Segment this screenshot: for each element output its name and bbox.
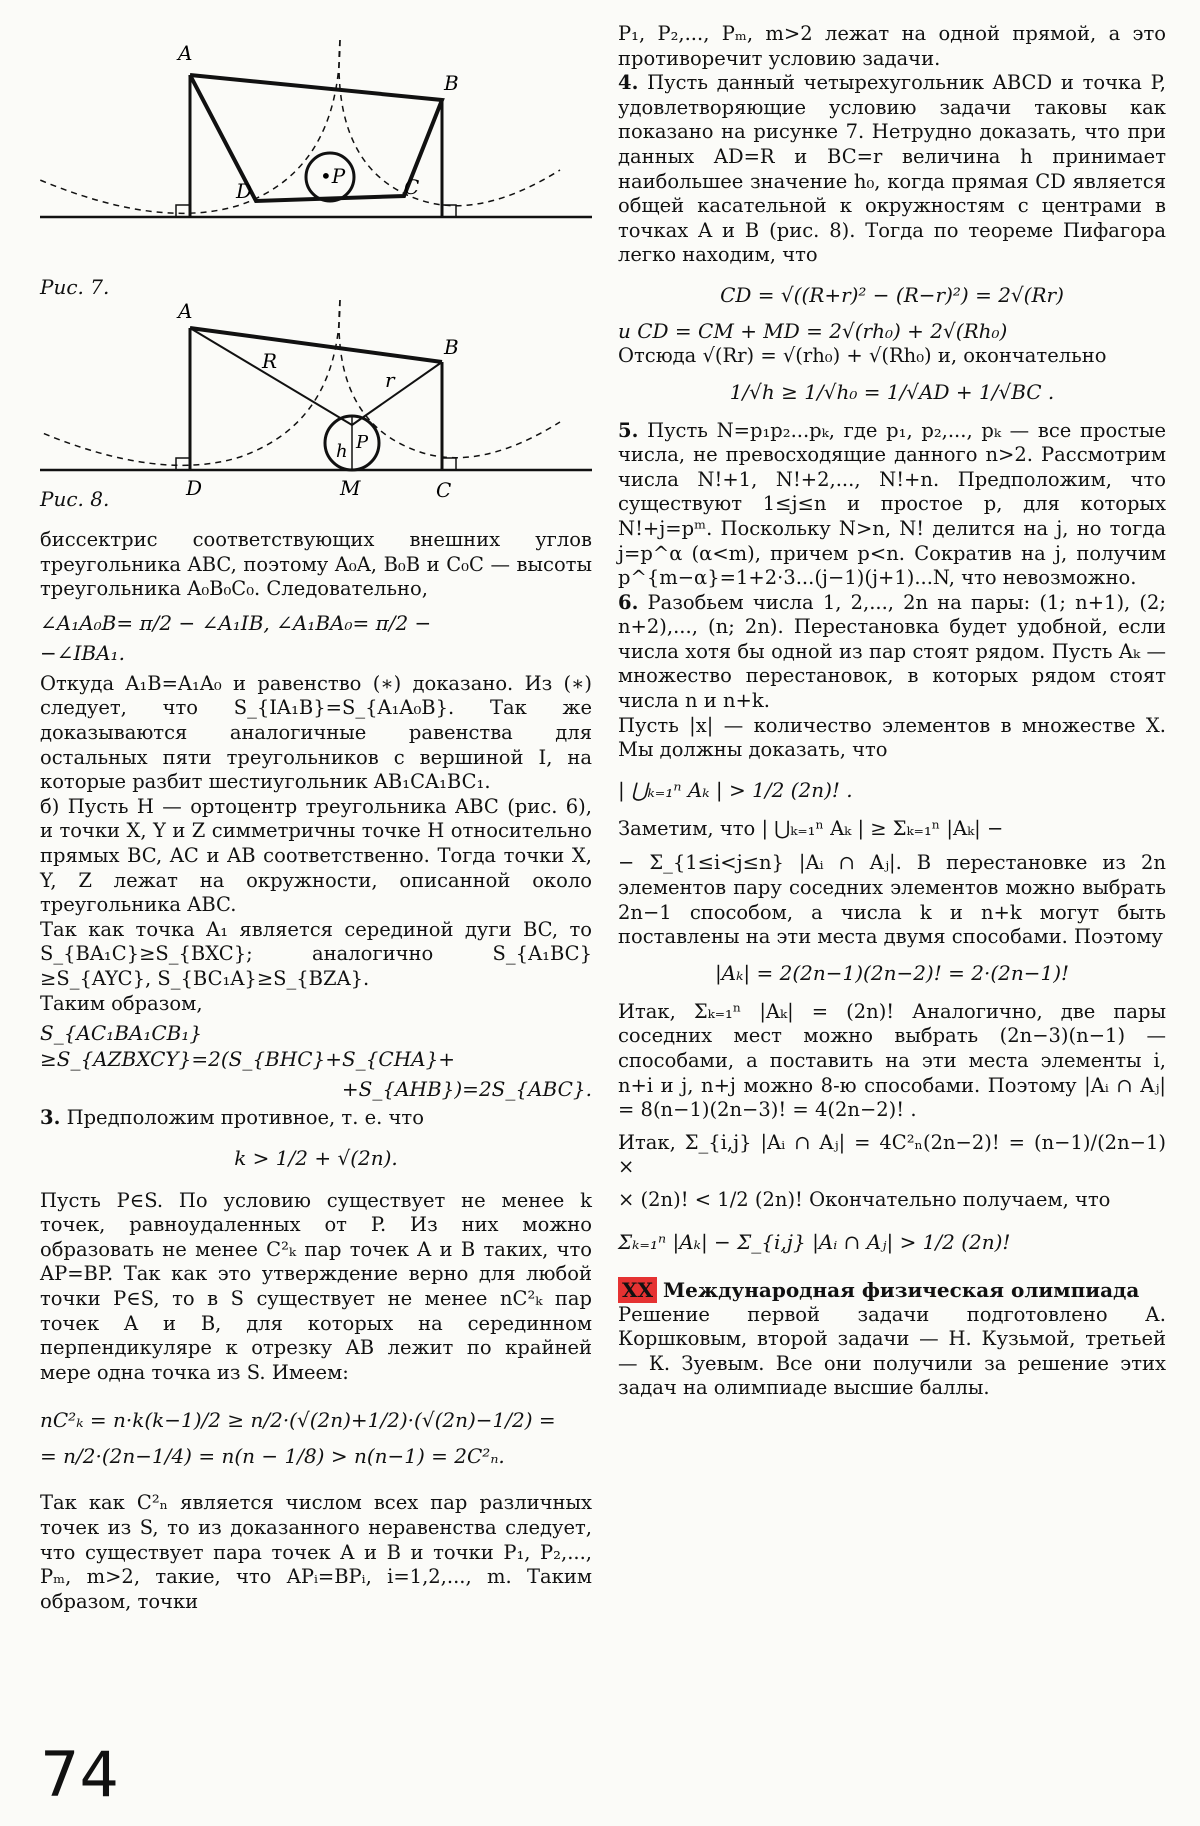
equation: −∠IBA₁. (40, 640, 125, 665)
paragraph: Отсюда √(Rr) = √(rh₀) + √(Rh₀) и, окончательно (618, 343, 1107, 367)
fig7-label-p: •P (320, 164, 346, 188)
paragraph: биссектрис соответствующих внешних углов треугольника ABC, поэтому A₀A, B₀B и C₀C — высоты треугольника A₀B₀C₀. Следовательно, (40, 528, 592, 601)
equation: |Aₖ| = 2(2n−1)(2n−2)! = 2·(2n−1)! (714, 960, 1070, 985)
paragraph: Решение первой задачи подготовлено А. Коршковым, второй задачи — Н. Кузьмой, третьей — К. Зуевым. Все они получили за решение этих задач на олимпиаде высшие баллы. (618, 1302, 1166, 1400)
equation: nC²ₖ = n·k(k−1)/2 ≥ n/2·(√(2n)+1/2)·(√(2n)−1/2) = (40, 1408, 556, 1433)
paragraph: Таким образом, (40, 991, 203, 1015)
equation: +S_{AHB})=2S_{ABC}. (341, 1077, 592, 1102)
section-badge: XX (618, 1277, 657, 1303)
left-text (40, 528, 592, 1614)
fig8-label-a: A (178, 299, 193, 323)
equation: Σₖ₌₁ⁿ |Aₖ| − Σ_{i,j} |Aᵢ ∩ Aⱼ| > 1/2 (2n)! (618, 1229, 1011, 1254)
right-column (618, 22, 1166, 1401)
problem-number: 4. (618, 71, 639, 95)
fig8-label-r-small: r (385, 368, 395, 392)
paragraph (618, 419, 1166, 591)
paragraph: − Σ_{1≤i<j≤n} |Aᵢ ∩ Aⱼ|. В перестановке из 2n элементов пару соседних элементов можно выбрать 2n−1 способом, а числа k и n+k могут быть поставлены на эти места двумя способами. Поэтому (618, 851, 1166, 949)
equation: 1/√h ≥ 1/√h₀ = 1/√AD + 1/√BC . (729, 379, 1055, 404)
paragraph (618, 71, 1166, 268)
paragraph-text: Пусть данный четырехугольник ABCD и точка P, удовлетворяющие условию задачи таковы как показано на рисунке 7. Нетрудно доказать, что при данных AD=R и BC=r величина h принимает наибольшее значение h₀, когда прямая CD является общей касательной к окружностям с центрами в точках A и B (рис. 8). Тогда по теореме Пифагора легко находим, что (618, 71, 1166, 267)
fig7-label-b: B (444, 71, 459, 95)
equation: k > 1/2 + √(2n). (234, 1145, 398, 1170)
equation: ∠A₁A₀B= π/2 − ∠A₁IB, ∠A₁BA₀= π/2 − (40, 610, 432, 635)
fig8-label-c: C (436, 478, 452, 502)
fig8-label-m: M (340, 476, 361, 500)
fig7-label-c: C (404, 175, 420, 199)
figure-8 (40, 292, 592, 502)
equation: и CD = CM + MD = 2√(rh₀) + 2√(Rh₀) (618, 318, 1008, 343)
paragraph-text: Предположим противное, т. е. что (66, 1106, 424, 1130)
fig8-label-d: D (186, 476, 203, 500)
paragraph: Итак, Σₖ₌₁ⁿ |Aₖ| = (2n)! Аналогично, две пары соседних мест можно выбрать (2n−3)(n−1) — способами, а поставить на эти места элементы i, n+i и j, n+j можно 8-ю способами. Поэтому |Aᵢ ∩ Aⱼ| = 8(n−1)(2n−3)! = 4(2n−2)! . (618, 999, 1166, 1122)
page-number: 74 (40, 1738, 119, 1811)
paragraph-text: Разобьем числа 1, 2,..., 2n на пары: (1; n+1), (2; n+2),..., (n; 2n). Перестановка будет удобной, если числа хотя бы одной из пар стоят рядом. Пусть Aₖ — множество перестановок, в которых рядом стоят числа n и n+k. (618, 590, 1166, 713)
fig8-label-p: P (356, 432, 369, 453)
paragraph: Заметим, что | ⋃ₖ₌₁ⁿ Aₖ | ≥ Σₖ₌₁ⁿ |Aₖ| − (618, 816, 1004, 840)
equation: S_{AC₁BA₁CB₁}≥S_{AZBXCY}=2(S_{BHC}+S_{CHA}+ (40, 1021, 456, 1072)
fig8-label-r-big: R (262, 349, 278, 373)
figure-8-caption: Рис. 8. (40, 487, 110, 511)
paragraph: × (2n)! < 1/2 (2n)! Окончательно получаем, что (618, 1187, 1111, 1211)
fig8-label-b: B (444, 335, 459, 359)
problem-number: 3. (40, 1106, 61, 1130)
paragraph (618, 591, 1166, 714)
paragraph-text: Пусть N=p₁p₂...pₖ, где p₁, p₂,..., pₖ — все простые числа, не превосходящие данного n>2. Рассмотрим числа N!+1, N!+2,..., N!+n. Предположим, что существуют 1≤j≤n и простое p, для которых N!+j=pᵐ. Поскольку N>n, N! делится на j, но тогда j=p^α (α<m), причем p<n. Сократив на j, получим p^{m−α}=1+2·3...(j−1)(j+1)...N, что невозможно. (618, 418, 1167, 590)
problem-number: 5. (618, 418, 639, 442)
paragraph: Итак, Σ_{i,j} |Aᵢ ∩ Aⱼ| = 4C²ₙ(2n−2)! = (n−1)/(2n−1) × (618, 1130, 1166, 1179)
figure-7-caption: Рис. 7. (40, 275, 110, 299)
paragraph: Пусть |x| — количество элементов в множестве X. Мы должны доказать, что (618, 713, 1166, 762)
heading-text: Международная физическая олимпиада (663, 1277, 1140, 1302)
paragraph: Так как точка A₁ является серединой дуги BC, то S_{BA₁C}≥S_{BXC}; аналогично S_{A₁BC}≥S_{AYC}, S_{BC₁A}≥S_{BZA}. (40, 917, 592, 990)
figure-7 (40, 20, 592, 260)
fig7-label-a: A (178, 41, 193, 65)
problem-number: 6. (618, 590, 639, 614)
fig8-label-h: h (336, 441, 348, 462)
paragraph: Откуда A₁B=A₁A₀ и равенство (∗) доказано. Из (∗) следует, что S_{IA₁B}=S_{A₁A₀B}. Так же доказываются аналогичные равенства для остальных пяти треугольников с вершиной I, на которые разбит шестиугольник AB₁CA₁BC₁. (40, 671, 592, 794)
paragraph: Так как C²ₙ является числом всех пар различных точек из S, то из доказанного неравенства следует, что существует пара точек A и B и точки P₁, P₂,..., Pₘ, m>2, такие, что APᵢ=BPᵢ, i=1,2,..., m. Таким образом, точки (40, 1491, 592, 1613)
paragraph (40, 1106, 592, 1131)
section-heading (618, 1277, 1166, 1303)
fig7-label-d: D (236, 179, 253, 203)
equation: | ⋃ₖ₌₁ⁿ Aₖ | > 1/2 (2n)! . (618, 777, 853, 802)
paragraph: P₁, P₂,..., Pₘ, m>2 лежат на одной прямой, а это противоречит условию задачи. (618, 22, 1166, 70)
paragraph: б) Пусть H — ортоцентр треугольника ABC (рис. 6), и точки X, Y и Z симметричны точке H относительно прямых BC, AC и AB соответственно. Тогда точки X, Y, Z лежат на окружности, описанной около треугольника ABC. (40, 794, 592, 917)
equation: CD = √((R+r)² − (R−r)²) = 2√(Rr) (720, 282, 1064, 307)
equation: = n/2·(2n−1/4) = n(n − 1/8) > n(n−1) = 2C²ₙ. (40, 1444, 505, 1469)
paragraph: Пусть P∈S. По условию существует не менее k точек, равноудаленных от P. Из них можно образовать не менее C²ₖ пар точек A и B таких, что AP=BP. Так как это утверждение верно для любой точки P∈S, то в S существует не менее nC²ₖ пар точек A и B, для которых на серединном перпендикуляре к отрезку AB лежит по крайней мере одна точка из S. Имеем: (40, 1188, 592, 1384)
